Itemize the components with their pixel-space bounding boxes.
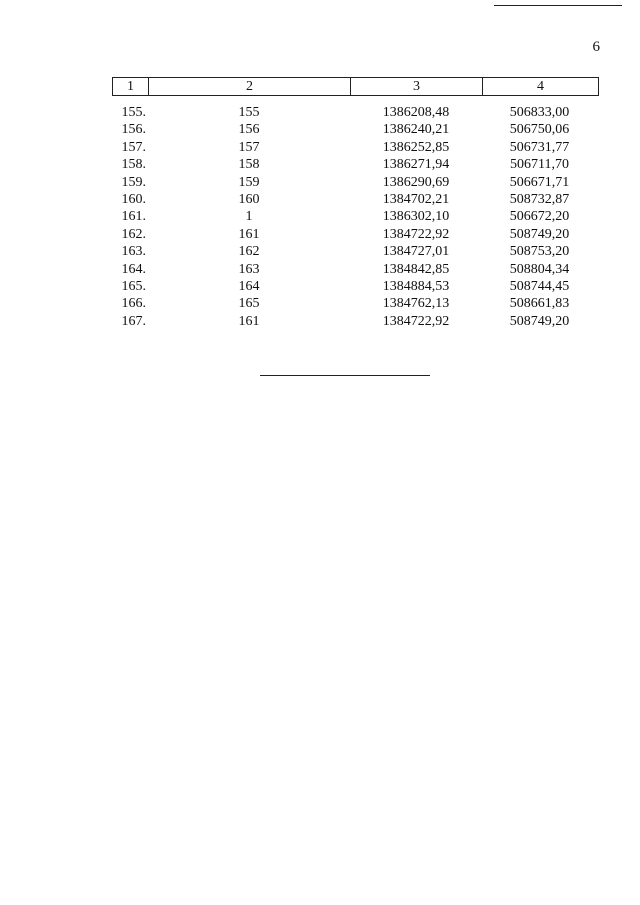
column-header-4: 4	[537, 79, 544, 94]
table-row	[112, 226, 599, 243]
table-row	[112, 243, 599, 260]
row-number: 167.	[121, 313, 146, 329]
table-row	[112, 139, 599, 156]
row-number: 165.	[121, 278, 146, 294]
end-divider	[260, 375, 430, 376]
coordinate-y: 508753,20	[509, 244, 570, 260]
coordinate-x: 1386271,94	[382, 157, 450, 173]
table-body	[112, 104, 599, 330]
table-header	[112, 77, 599, 96]
row-number: 161.	[121, 209, 146, 225]
coordinate-y: 506671,71	[509, 174, 570, 190]
table-row	[112, 191, 599, 208]
coordinate-x: 1384842,85	[382, 261, 450, 277]
table-row	[112, 104, 599, 121]
point-id: 159	[238, 174, 260, 190]
coordinate-y: 508744,45	[509, 278, 570, 294]
coordinate-x: 1384702,21	[382, 191, 450, 207]
coordinate-y: 506711,70	[510, 157, 569, 173]
table-row	[112, 295, 599, 312]
point-id: 157	[238, 139, 260, 155]
table-row	[112, 278, 599, 295]
coordinate-y: 508749,20	[509, 313, 570, 329]
point-id: 160	[238, 191, 260, 207]
coordinate-y: 508732,87	[509, 191, 570, 207]
top-divider	[494, 5, 622, 6]
coordinate-y: 506672,20	[509, 209, 570, 225]
coordinate-x: 1386302,10	[382, 209, 450, 225]
row-number: 159.	[121, 174, 146, 190]
column-header-1: 1	[113, 78, 149, 95]
coordinate-x: 1384727,01	[382, 244, 450, 260]
coordinate-x: 1386208,48	[382, 105, 450, 120]
table-row	[112, 313, 599, 330]
table-row	[112, 156, 599, 173]
point-id: 165	[238, 296, 260, 312]
row-number: 164.	[121, 261, 146, 277]
point-id: 158	[238, 157, 260, 173]
row-number: 155.	[121, 105, 146, 120]
row-number: 160.	[121, 191, 146, 207]
row-number: 156.	[121, 122, 146, 138]
row-number: 157.	[121, 139, 146, 155]
table-row	[112, 261, 599, 278]
row-number: 158.	[121, 157, 146, 173]
row-number: 162.	[121, 226, 146, 242]
coordinate-y: 506750,06	[509, 122, 570, 138]
table-row	[112, 208, 599, 225]
coordinate-y: 506833,00	[509, 105, 570, 120]
coordinate-x: 1386240,21	[382, 122, 450, 138]
point-id: 162	[238, 244, 260, 260]
point-id: 161	[238, 313, 260, 329]
point-id: 161	[238, 226, 260, 242]
point-id: 163	[238, 261, 260, 277]
point-id: 156	[238, 122, 260, 138]
coordinate-x: 1384762,13	[382, 296, 450, 312]
page-number: 6	[592, 39, 600, 55]
coordinate-y: 508661,83	[509, 296, 570, 312]
coordinate-y: 506731,77	[509, 139, 570, 155]
point-id: 164	[238, 278, 260, 294]
table-row	[112, 121, 599, 138]
row-number: 163.	[121, 244, 146, 260]
point-id: 1	[245, 209, 253, 225]
coordinate-x: 1384884,53	[382, 278, 450, 294]
point-id: 155	[238, 105, 260, 120]
coordinate-x: 1384722,92	[382, 313, 450, 329]
coordinate-y: 508749,20	[509, 226, 570, 242]
column-header-2: 2	[149, 78, 351, 95]
coordinate-y: 508804,34	[509, 261, 570, 277]
table-row	[112, 174, 599, 191]
coordinate-x: 1384722,92	[382, 226, 450, 242]
coordinate-x: 1386290,69	[382, 174, 450, 190]
column-header-3: 3	[351, 78, 483, 95]
row-number: 166.	[121, 296, 146, 312]
coordinate-x: 1386252,85	[382, 139, 450, 155]
